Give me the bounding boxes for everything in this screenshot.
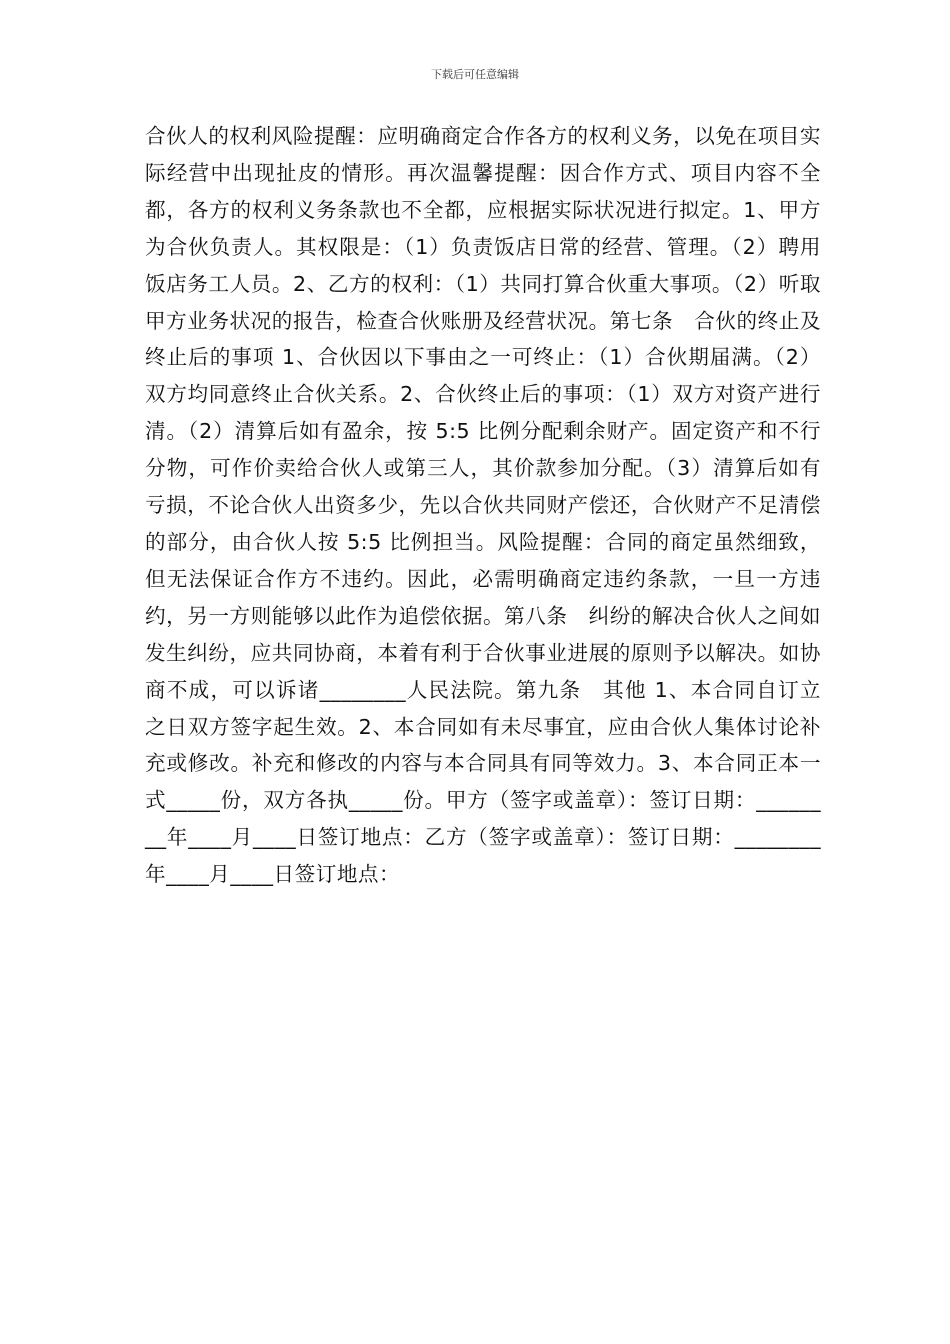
contract-body-text: 合伙人的权利风险提醒：应明确商定合作各方的权利义务，以免在项目实际经营中出现扯皮的情形。再次温馨提醒：因合作方式、项目内容不全都，各方的权利义务条款也不全都，应根据实际状况进行拟定。1、甲方为合伙负责人。其权限是：（1）负责饭店日常的经营、管理。（2）聘用饭店务工人员。2、乙方的权利：（1）共同打算合伙重大事项。（2）听取甲方业务状况的报告，检查合伙账册及经营状况。第七条 合伙的终止及终止后的事项 1、合伙因以下事由之一可终止：（1）合伙期届满。（2）双方均同意终止合伙关系。2、合伙终止后的事项：（1）双方对资产进行清。（2）清算后如有盈余，按 5:5 比例分配剩余财产。固定资产和不行分物，可作价卖给合伙人或第三人，其价款参加分配。（3）清算后如有亏损，不论合伙人出资多少，先以合伙共同财产偿还，合伙财产不足清偿的部分，由合伙人按 5:5 比例担当。风险提醒：合同的商定虽然细致，但无法保证合作方不违约。因此，必需明确商定违约条款，一旦一方违约，另一方则能够以此作为追偿依据。第八条 纠纷的解决合伙人之间如发生纠纷，应共同协商，本着有利于合伙事业进展的原则予以解决。如协商不成，可以诉诸________人民法院。第九条 其他 1、本合同自订立之日双方签字起生效。2、本合同如有未尽事宜，应由合伙人集体讨论补充或修改。补充和修改的内容与本合同具有同等效力。3、本合同正本一式_____份，双方各执_____份。甲方（签字或盖章）：签订日期：________年____月____日签订地点：乙方（签字或盖章）：签订日期：________年____月____日签订地点： (145, 124, 821, 887)
page-header-note: 下载后可任意编辑 (431, 68, 519, 81)
